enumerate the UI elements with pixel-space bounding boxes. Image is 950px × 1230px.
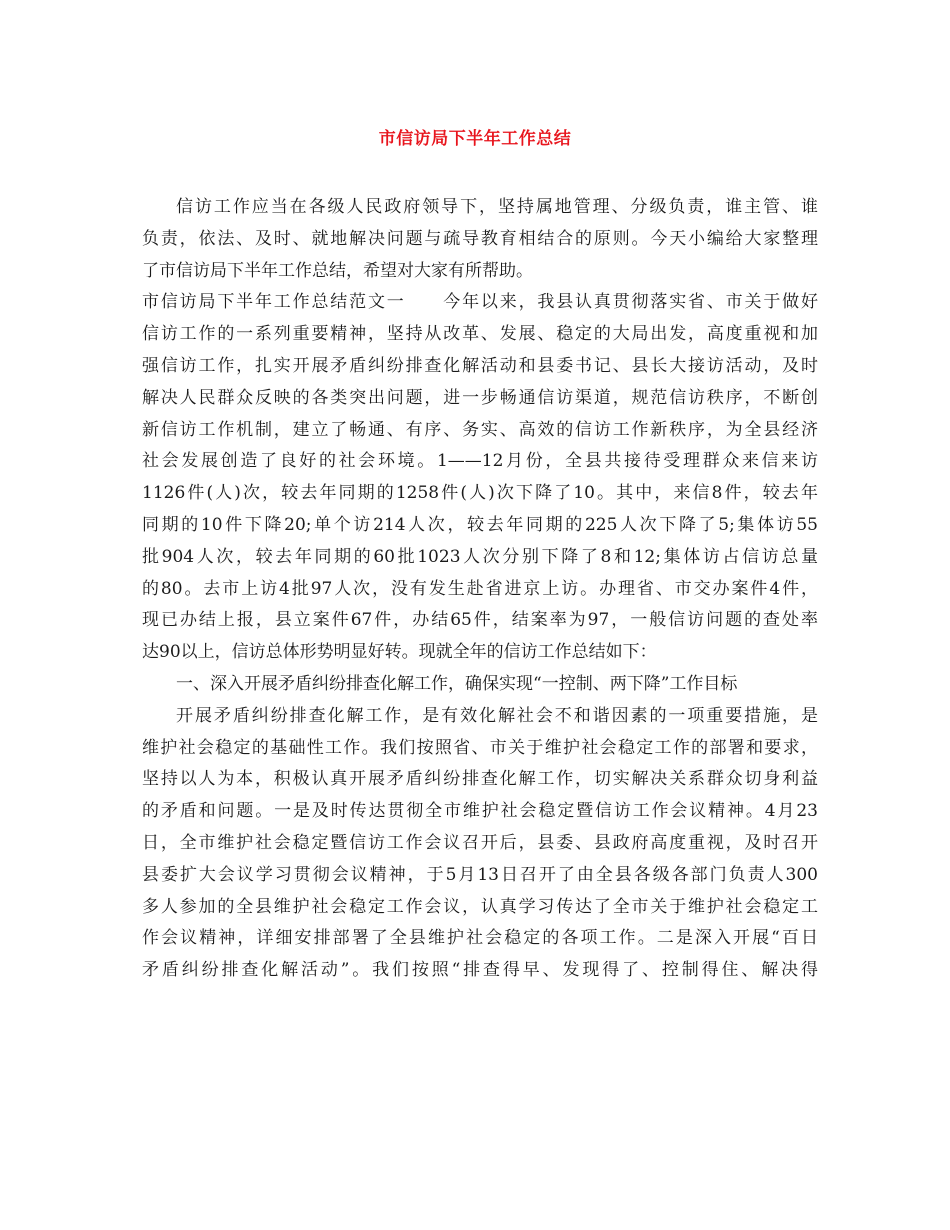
paragraph-line: 坚持以人为本，积极认真开展矛盾纠纷排查化解工作，切实解决关系群众切身利益	[142, 769, 818, 790]
paragraph-line: 同期的10件下降20;单个访214人次，较去年同期的225人次下降了5;集体访55	[142, 514, 818, 535]
paragraph-line: 解决人民群众反映的各类突出问题，进一步畅通信访渠道，规范信访秩序，不断创	[142, 387, 818, 408]
paragraph-line: 市信访局下半年工作总结范文一 今年以来，我县认真贯彻落实省、市关于做好	[142, 292, 818, 313]
paragraph-line: 了市信访局下半年工作总结，希望对大家有所帮助。	[142, 260, 533, 281]
paragraph-line: 的矛盾和问题。一是及时传达贯彻全市维护社会稳定暨信访工作会议精神。4月23	[142, 801, 818, 822]
paragraph-line: 现已办结上报，县立案件67件，办结65件，结案率为97，一般信访问题的查处率	[142, 610, 818, 631]
section-heading: 一、深入开展矛盾纠纷排查化解工作，确保实现“一控制、两下降”工作目标	[176, 673, 738, 694]
paragraph-line: 达90以上，信访总体形势明显好转。现就全年的信访工作总结如下：	[142, 642, 657, 663]
paragraph-line: 矛盾纠纷排查化解活动”。我们按照“排查得早、发现得了、控制得住、解决得	[142, 960, 818, 981]
paragraph-line: 多人参加的全县维护社会稳定工作会议，认真学习传达了全市关于维护社会稳定工	[142, 896, 818, 917]
paragraph-line: 作会议精神，详细安排部署了全县维护社会稳定的各项工作。二是深入开展“百日	[142, 928, 818, 949]
paragraph-line: 批904人次，较去年同期的60批1023人次分别下降了8和12;集体访占信访总量	[142, 546, 818, 567]
paragraph-line: 新信访工作机制，建立了畅通、有序、务实、高效的信访工作新秩序，为全县经济	[142, 419, 818, 440]
paragraph-line: 的80。去市上访4批97人次，没有发生赴省进京上访。办理省、市交办案件4件，	[142, 578, 818, 599]
paragraph-line: 维护社会稳定的基础性工作。我们按照省、市关于维护社会稳定工作的部署和要求，	[142, 737, 818, 758]
paragraph-line: 日，全市维护社会稳定暨信访工作会议召开后，县委、县政府高度重视，及时召开	[142, 832, 818, 853]
paragraph-line: 社会发展创造了良好的社会环境。1——12月份，全县共接待受理群众来信来访	[142, 451, 818, 472]
paragraph-line: 县委扩大会议学习贯彻会议精神，于5月13日召开了由全县各级各部门负责人300	[142, 864, 818, 885]
paragraph-line: 信访工作的一系列重要精神，坚持从改革、发展、稳定的大局出发，高度重视和加	[142, 324, 818, 345]
paragraph-line: 开展矛盾纠纷排查化解工作，是有效化解社会不和谐因素的一项重要措施，是	[176, 705, 818, 726]
document-title: 市信访局下半年工作总结	[378, 129, 572, 149]
paragraph-line: 信访工作应当在各级人民政府领导下，坚持属地管理、分级负责，谁主管、谁	[176, 197, 818, 217]
paragraph-line: 1126件(人)次，较去年同期的1258件(人)次下降了10。其中，来信8件，较去年	[142, 483, 818, 504]
paragraph-line: 负责，依法、及时、就地解决问题与疏导教育相结合的原则。今天小编给大家整理	[142, 228, 818, 249]
document-body	[142, 192, 818, 987]
paragraph-line: 强信访工作，扎实开展矛盾纠纷排查化解活动和县委书记、县长大接访活动，及时	[142, 355, 818, 376]
